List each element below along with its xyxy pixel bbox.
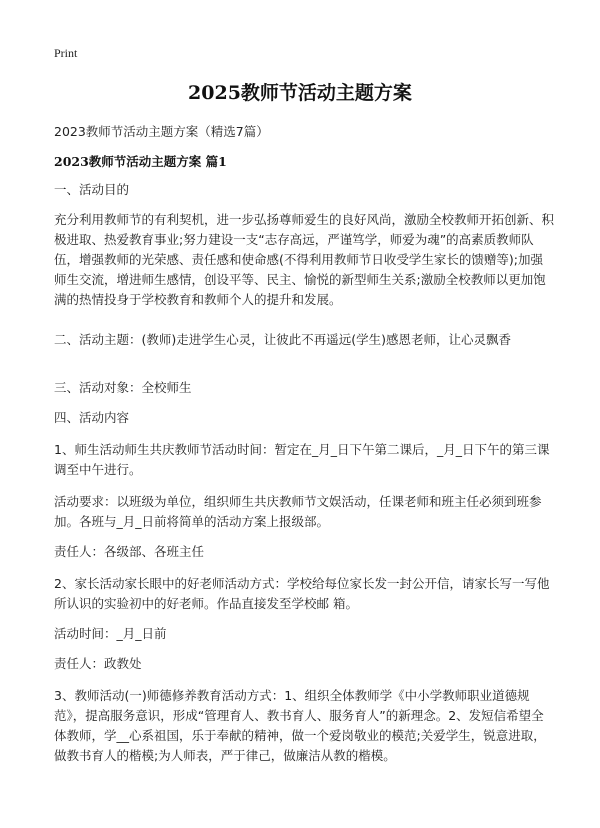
paragraph-theme: 二、活动主题：(教师)走进学生心灵，让彼此不再遥远(学生)感恩老师，让心灵飘香: [54, 332, 512, 347]
paragraph-purpose: 充分利用教师节的有利契机，进一步弘扬尊师爱生的良好风尚，激励全校教师开拓创新、积极进取、热爱教育事业;努力建设一支“志存高远，严谨笃学，师爱为魂”的高素质教师队伍，增强教师的光荣感、责任感和使命感(不得利用教师节日收受学生家长的馈赠等);加强师生交流，增进师生感情，创设平等、民主、愉悦的新型师生关系;激励全校教师以更加饱满的热情投身于学校教育和教师个人的提升和发展。: [54, 212, 555, 307]
paragraph-responsible-2: 责任人：政教处: [54, 656, 142, 671]
heading-purpose: 一、活动目的: [54, 182, 130, 197]
paragraph-audience: 三、活动对象：全校师生: [54, 380, 192, 395]
document-title: 2025教师节活动主题方案: [188, 82, 412, 104]
paragraph-time: 活动时间：_月_日前: [54, 626, 167, 641]
print-label: Print: [54, 46, 78, 60]
paragraph-activity-2: 2、家长活动家长眼中的好老师活动方式：学校给每位家长发一封公开信，请家长写一写他所认识的实验初中的好老师。作品直接发至学校邮 箱。: [54, 576, 550, 611]
paragraph-activity-3: 3、教师活动(一)师德修养教育活动方式：1、组织全体教师学《中小学教师职业道德规范》，提高服务意识，形成“管理育人、教书育人、服务育人”的新理念。2、发短信希望全体教师，学__心系祖国，乐于奉献的精神，做一个爱岗敬业的模范;关爱学生，锐意进取，做教书育人的楷模;为人师表，严于律己，做廉洁从教的楷模。: [54, 688, 546, 763]
document-subtitle: 2023教师节活动主题方案（精选7篇）: [54, 124, 269, 139]
paragraph-requirements: 活动要求：以班级为单位，组织师生共庆教师节文娱活动，任课老师和班主任必须到班参加。各班与_月_日前将简单的活动方案上报级部。: [54, 494, 542, 529]
heading-content: 四、活动内容: [54, 410, 130, 425]
section-heading: 2023教师节活动主题方案 篇1: [54, 154, 227, 169]
paragraph-activity-1: 1、师生活动师生共庆教师节活动时间：暂定在_月_日下午第二课后，_月_日下午的第三课调至中午进行。: [54, 442, 550, 477]
paragraph-responsible-1: 责任人：各级部、各班主任: [54, 544, 205, 559]
